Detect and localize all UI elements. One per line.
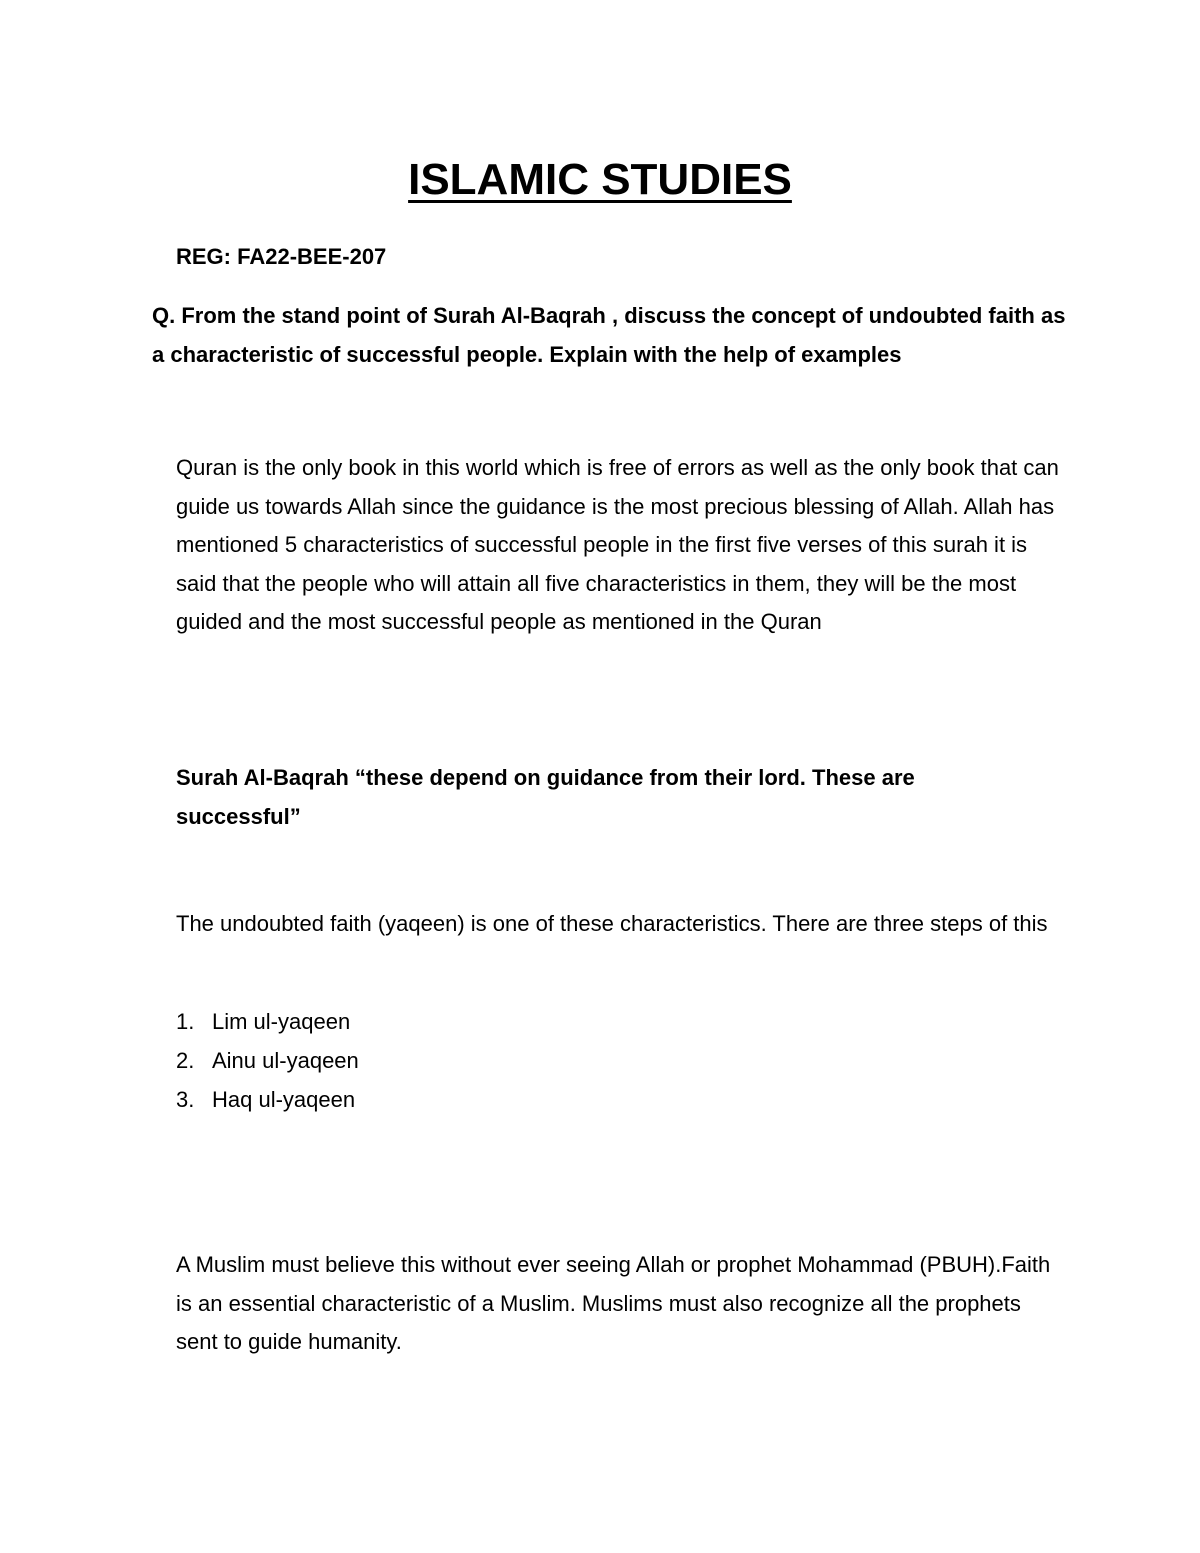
list-item [176,1080,359,1119]
registration-number: REG: FA22-BEE-207 [176,244,387,269]
question-text: Q. From the stand point of Surah Al-Baqrah , discuss the concept of undoubted faith as a characteristic of successful people. Explain with the help of examples [152,303,1066,367]
list-item [176,1002,359,1041]
list-item-number: 3. [176,1087,195,1112]
title-text: ISLAMIC STUDIES [408,155,792,204]
list-item-number: 2. [176,1048,195,1073]
list-item-text: Lim ul-yaqeen [212,1009,351,1034]
faith-paragraph: The undoubted faith (yaqeen) is one of these characteristics. There are three steps of this [176,911,1048,936]
list-item-text: Ainu ul-yaqeen [212,1048,359,1073]
yaqeen-steps-list [176,1002,359,1119]
list-item [176,1041,359,1080]
list-item-text: Haq ul-yaqeen [212,1087,356,1112]
closing-paragraph: A Muslim must believe this without ever seeing Allah or prophet Mohammad (PBUH).Faith is an essential characteristic of a Muslim. Muslims must also recognize all the prophets sent to guide humanity. [176,1252,1051,1354]
list-item-number: 1. [176,1009,195,1034]
surah-quote: Surah Al-Baqrah “these depend on guidance from their lord. These are successful” [176,765,915,829]
document-title [0,150,1200,210]
intro-paragraph: Quran is the only book in this world which is free of errors as well as the only book that can guide us towards Allah since the guidance is the most precious blessing of Allah. Allah has mentioned 5 characteristics of successful people in the first five verses of this surah it is said that the people who will attain all five characteristics in them, they will be the most guided and the most successful people as mentioned in the Quran [176,455,1059,634]
